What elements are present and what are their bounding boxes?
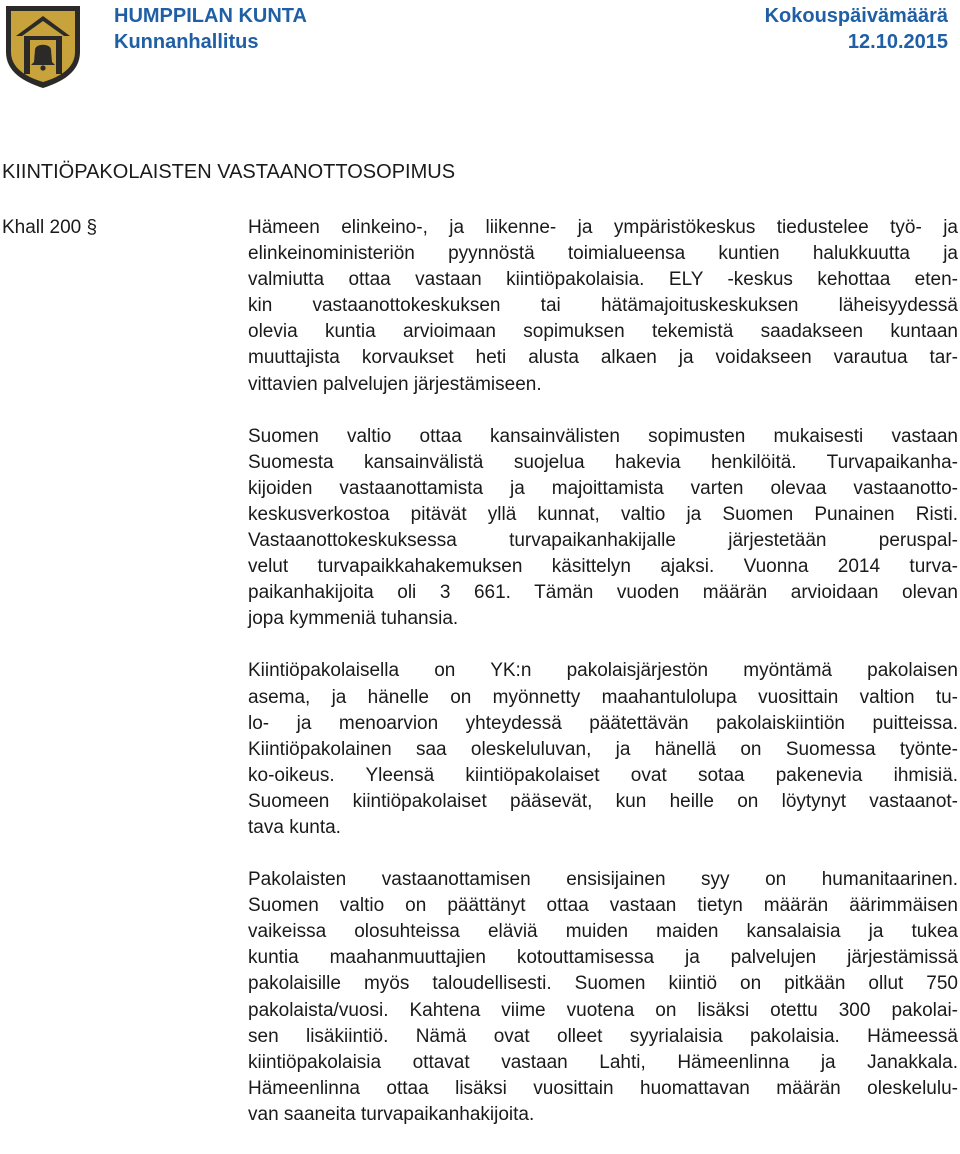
paragraph-line: sen lisäkiintiö. Nämä ovat olleet syyrialaisia pakolaisia. Hämeessä [248,1025,958,1047]
paragraph-line: Kiintiöpakolainen saa oleskeluluvan, ja hänellä on Suomessa työnte- [248,738,958,760]
paragraph-line: jopa kymmeniä tuhansia. [248,608,459,630]
paragraph-line: Suomen valtio on päättänyt ottaa vastaan tietyn määrän äärimmäisen [248,895,958,917]
paragraph-line: velut turvapaikkahakemuksen käsittelyn ajaksi. Vuonna 2014 turva- [248,556,958,578]
body-paragraph [248,424,958,633]
paragraph-line: tava kunta. [248,816,341,838]
paragraph-line: asema, ja hänelle on myönnetty maahantulolupa vuosittain valtion tu- [248,686,958,708]
paragraph-line: Kiintiöpakolaisella on YK:n pakolaisjärjestön myöntämä pakolaisen [248,660,958,682]
document-title: KIINTIÖPAKOLAISTEN VASTAANOTTOSOPIMUS [2,161,456,183]
body-paragraph [248,215,958,398]
section-reference: Khall 200 § [2,217,98,238]
paragraph-line: ko-oikeus. Yleensä kiintiöpakolaiset ovat sotaa pakenevia ihmisiä. [248,764,958,786]
paragraph-line: Hämeenlinna ottaa lisäksi vuosittain huomattavan määrän oleskelulu- [248,1077,958,1099]
paragraph-line: paikanhakijoita oli 3 661. Tämän vuoden määrän arvioidaan olevan [248,582,958,604]
paragraph-line: muuttajista korvaukset heti alusta alkaen ja voidakseen varautua tar- [248,347,958,369]
paragraph-line: van saaneita turvapaikanhakijoita. [248,1103,535,1125]
paragraph-line: elinkeinoministeriön pyynnöstä toimialueensa kuntien halukkuutta ja [248,243,958,265]
governing-body: Kunnanhallitus [114,31,259,53]
paragraph-line: kuntia maahanmuuttajien kotouttamisessa ja palvelujen järjestämissä [248,947,958,969]
paragraph-line: lo- ja menoarvion yhteydessä päätettävän pakolaiskiintiön puitteissa. [248,712,958,734]
paragraph-line: Suomen valtio ottaa kansainvälisten sopimusten mukaisesti vastaan [248,425,958,447]
paragraph-line: olevia kuntia arvioimaan sopimuksen tekemistä saadakseen kuntaan [248,321,958,343]
document-body [248,215,958,1154]
paragraph-line: Pakolaisten vastaanottamisen ensisijainen syy on humanitaarinen. [248,869,958,891]
meeting-date-label: Kokouspäivämäärä [764,5,948,27]
paragraph-line: kijoiden vastaanottamista ja majoittamista varten olevaa vastaanotto- [248,477,958,499]
body-paragraph [248,867,958,1128]
header-right [765,3,948,55]
paragraph-line: valmiutta ottaa vastaan kiintiöpakolaisia. ELY -keskus kehottaa eten- [248,269,958,291]
paragraph-line: vittavien palvelujen järjestämiseen. [248,373,542,395]
meeting-date: 12.10.2015 [847,31,948,53]
paragraph-line: Hämeen elinkeino-, ja liikenne- ja ympäristökeskus tiedustelee työ- ja [248,217,958,238]
paragraph-line: keskusverkostoa pitävät yllä kunnat, valtio ja Suomen Punainen Risti. [248,503,958,525]
municipal-crest-icon [2,2,84,90]
paragraph-line: kin vastaanottokeskuksen tai hätämajoituskeskuksen läheisyydessä [248,295,958,317]
paragraph-line: Suomeen kiintiöpakolaiset pääsevät, kun heille on löytynyt vastaanot- [248,790,958,812]
body-paragraph [248,658,958,841]
paragraph-line: vaikeissa olosuhteissa eläviä muiden maiden kansalaisia ja tukea [248,921,958,943]
paragraph-line: pakolaisille myös taloudellisesti. Suomen kiintiö on pitkään ollut 750 [248,973,958,995]
paragraph-line: Vastaanottokeskuksessa turvapaikanhakijalle järjestetään peruspal- [248,530,958,552]
paragraph-line: Suomesta kansainvälistä suojelua hakevia henkilöitä. Turvapaikanha- [248,451,958,473]
municipality-name: HUMPPILAN KUNTA [114,5,307,27]
paragraph-line: pakolaista/vuosi. Kahtena viime vuotena on lisäksi otettu 300 pakolai- [248,999,958,1021]
header-left [114,3,307,55]
paragraph-line: kiintiöpakolaisia ottavat vastaan Lahti, Hämeenlinna ja Janakkala. [248,1051,958,1073]
